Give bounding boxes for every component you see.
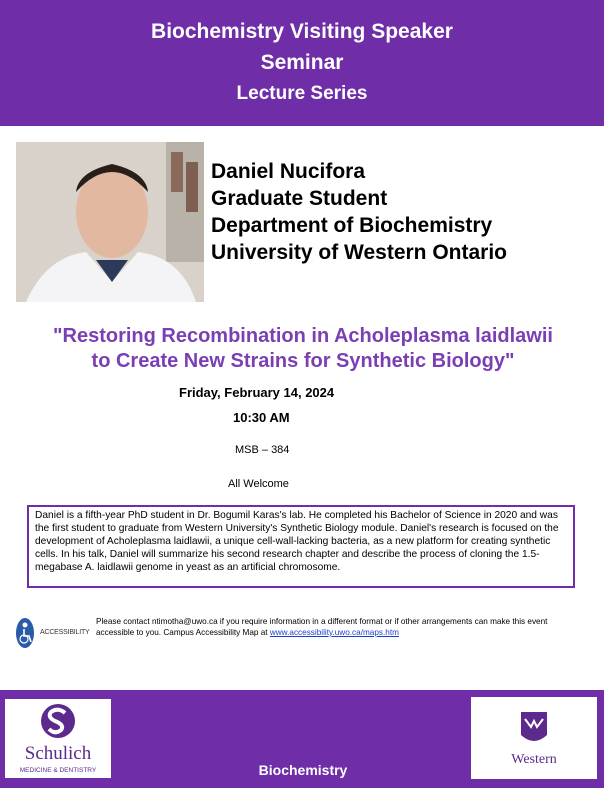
speaker-bio: Daniel is a fifth-year PhD student in Dr. Bogumil Karas's lab. He completed his Bachelor of Science in 2020 and was the first student to graduate from Western University's Synthetic Biology module. Daniel's research is focused on the development of Acholeplasma laidlawii, a unique cell-wall-lacking bacteria, as a new platform for creating synthetic cells. In his talk, Daniel will summarize his second research chapter and describe the process of cloning the 1.5-megabase A. laidlawii genome in yeast as an artificial chromosome. <box>27 505 575 588</box>
header-title-line2: Seminar <box>260 51 344 74</box>
talk-title-line1: "Restoring Recombination in Acholeplasma laidlawii <box>53 325 553 347</box>
western-name: Western <box>511 752 557 767</box>
event-welcome: All Welcome <box>228 478 289 490</box>
speaker-photo <box>16 142 204 302</box>
accessibility-contact <box>96 616 576 638</box>
header-banner <box>0 0 606 126</box>
schulich-subtitle: MEDICINE & DENTISTRY <box>19 767 97 774</box>
event-time: 10:30 AM <box>233 410 290 425</box>
accessibility-icon <box>16 618 34 648</box>
speaker-info <box>211 158 507 266</box>
speaker-department: Department of Biochemistry <box>211 214 493 237</box>
event-room: MSB – 384 <box>235 444 290 456</box>
contact-text: Please contact ntimotha@uwo.ca if you require information in a different format or if other arrangements can make this event accessible to you. Campus Accessibility Map at <box>96 617 548 637</box>
header-title-line1: Biochemistry Visiting Speaker <box>151 20 453 43</box>
footer-label: Biochemistry <box>258 762 348 778</box>
talk-title-line2: to Create New Strains for Synthetic Biology" <box>91 350 515 372</box>
event-date: Friday, February 14, 2024 <box>179 385 335 400</box>
accessibility-map-link[interactable]: www.accessibility.uwo.ca/maps.htm <box>269 628 399 637</box>
header-subtitle: Lecture Series <box>236 83 368 104</box>
speaker-name: Daniel Nucifora <box>211 160 366 183</box>
speaker-university: University of Western Ontario <box>211 241 508 264</box>
schulich-name: Schulich <box>24 743 92 764</box>
accessibility-logo-text: ACCESSIBILITY <box>40 629 90 636</box>
speaker-role: Graduate Student <box>211 187 388 210</box>
